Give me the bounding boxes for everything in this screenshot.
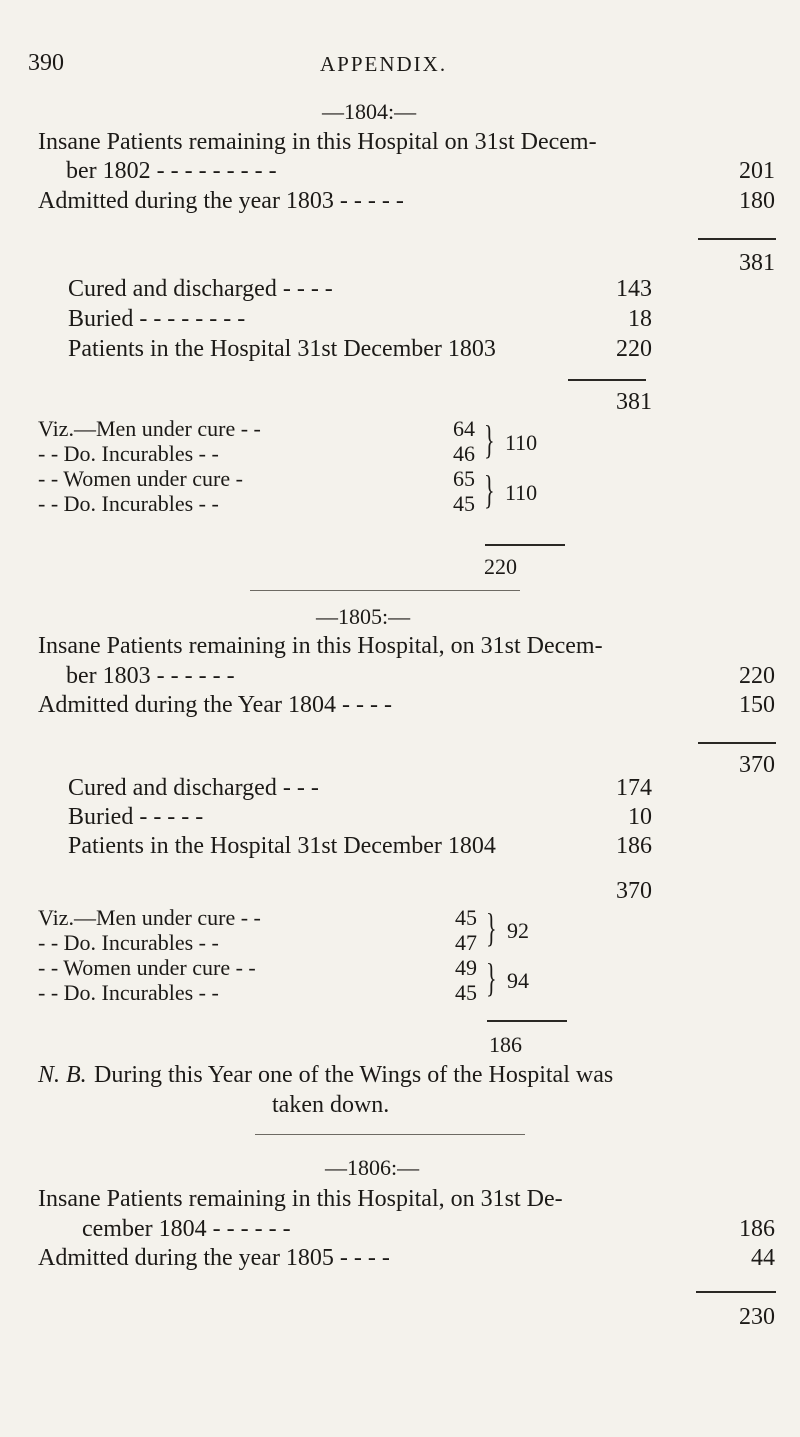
total-value: 381	[739, 250, 775, 276]
total2-value: 370	[616, 878, 652, 904]
remaining-line-1: Insane Patients remaining in this Hospital on 31st Decem-	[38, 129, 597, 155]
viz-value-2: 46	[453, 441, 475, 466]
group-total-1: 110	[505, 430, 538, 455]
brace-icon: }	[484, 467, 495, 512]
section-heading-1804: —1804:—	[322, 99, 417, 124]
viz-label-4: - - Do. Incurables - -	[38, 980, 219, 1005]
buried-line: Buried - - - - -	[68, 804, 204, 830]
viz-total: 186	[489, 1032, 522, 1057]
page-number: 390	[28, 50, 64, 76]
remaining-line-2: cember 1804 - - - - - -	[82, 1216, 291, 1242]
remaining-line-1: Insane Patients remaining in this Hospital, on 31st Decem-	[38, 633, 603, 659]
viz-label-4: - - Do. Incurables - -	[38, 491, 219, 516]
viz-total-rule	[487, 1020, 567, 1022]
admitted-value: 180	[739, 188, 775, 214]
viz-label-1: Viz.—Men under cure - -	[38, 416, 261, 441]
section-divider	[255, 1134, 525, 1135]
admitted-line: Admitted during the Year 1804 - - - -	[38, 692, 392, 718]
patients-line: Patients in the Hospital 31st December 1803	[68, 336, 496, 362]
viz-value-1: 45	[455, 905, 477, 930]
nb-line-1: During this Year one of the Wings of the Hospital was	[94, 1062, 614, 1088]
viz-value-3: 65	[453, 466, 475, 491]
nb-line-2: taken down.	[272, 1092, 390, 1118]
viz-label-3: - - Women under cure -	[38, 466, 243, 491]
running-header: APPENDIX.	[320, 52, 448, 76]
total-value: 230	[739, 1304, 775, 1330]
nb-lead: N. B.	[38, 1062, 87, 1088]
admitted-line: Admitted during the year 1803 - - - - -	[38, 188, 404, 214]
viz-label-2: - - Do. Incurables - -	[38, 441, 219, 466]
viz-label-3: - - Women under cure - -	[38, 955, 256, 980]
viz-value-4: 45	[455, 980, 477, 1005]
admitted-line: Admitted during the year 1805 - - - -	[38, 1245, 390, 1271]
group-total-1: 92	[507, 918, 529, 943]
viz-total-rule	[485, 544, 565, 546]
total-rule	[698, 742, 776, 744]
buried-value: 10	[628, 804, 652, 830]
brace-icon: }	[484, 417, 495, 462]
viz-value-2: 47	[455, 930, 477, 955]
viz-value-4: 45	[453, 491, 475, 516]
total-rule	[698, 238, 776, 240]
patients-value: 220	[616, 336, 652, 362]
cured-line: Cured and discharged - - - -	[68, 276, 333, 302]
viz-value-3: 49	[455, 955, 477, 980]
group-total-2: 94	[507, 968, 529, 993]
section-divider	[250, 590, 520, 591]
buried-value: 18	[628, 306, 652, 332]
section-heading-1806: —1806:—	[325, 1155, 420, 1180]
total-value: 370	[739, 752, 775, 778]
cured-value: 174	[616, 775, 652, 801]
viz-value-1: 64	[453, 416, 475, 441]
remaining-line-2: ber 1802 - - - - - - - - -	[66, 158, 277, 184]
viz-label-2: - - Do. Incurables - -	[38, 930, 219, 955]
remaining-line-2: ber 1803 - - - - - -	[66, 663, 235, 689]
cured-line: Cured and discharged - - -	[68, 775, 319, 801]
remaining-line-1: Insane Patients remaining in this Hospital, on 31st De-	[38, 1186, 563, 1212]
group-total-2: 110	[505, 480, 538, 505]
remaining-value: 186	[739, 1216, 775, 1242]
viz-label-1: Viz.—Men under cure - -	[38, 905, 261, 930]
viz-total: 220	[484, 554, 517, 579]
cured-value: 143	[616, 276, 652, 302]
total-rule	[696, 1291, 776, 1293]
buried-line: Buried - - - - - - - -	[68, 306, 246, 332]
patients-line: Patients in the Hospital 31st December 1804	[68, 833, 496, 859]
remaining-value: 201	[739, 158, 775, 184]
brace-icon: }	[486, 955, 497, 1000]
admitted-value: 44	[751, 1245, 775, 1271]
total2-value: 381	[616, 389, 652, 415]
brace-icon: }	[486, 905, 497, 950]
remaining-value: 220	[739, 663, 775, 689]
admitted-value: 150	[739, 692, 775, 718]
total2-rule	[568, 379, 646, 381]
patients-value: 186	[616, 833, 652, 859]
section-heading-1805: —1805:—	[316, 604, 411, 629]
